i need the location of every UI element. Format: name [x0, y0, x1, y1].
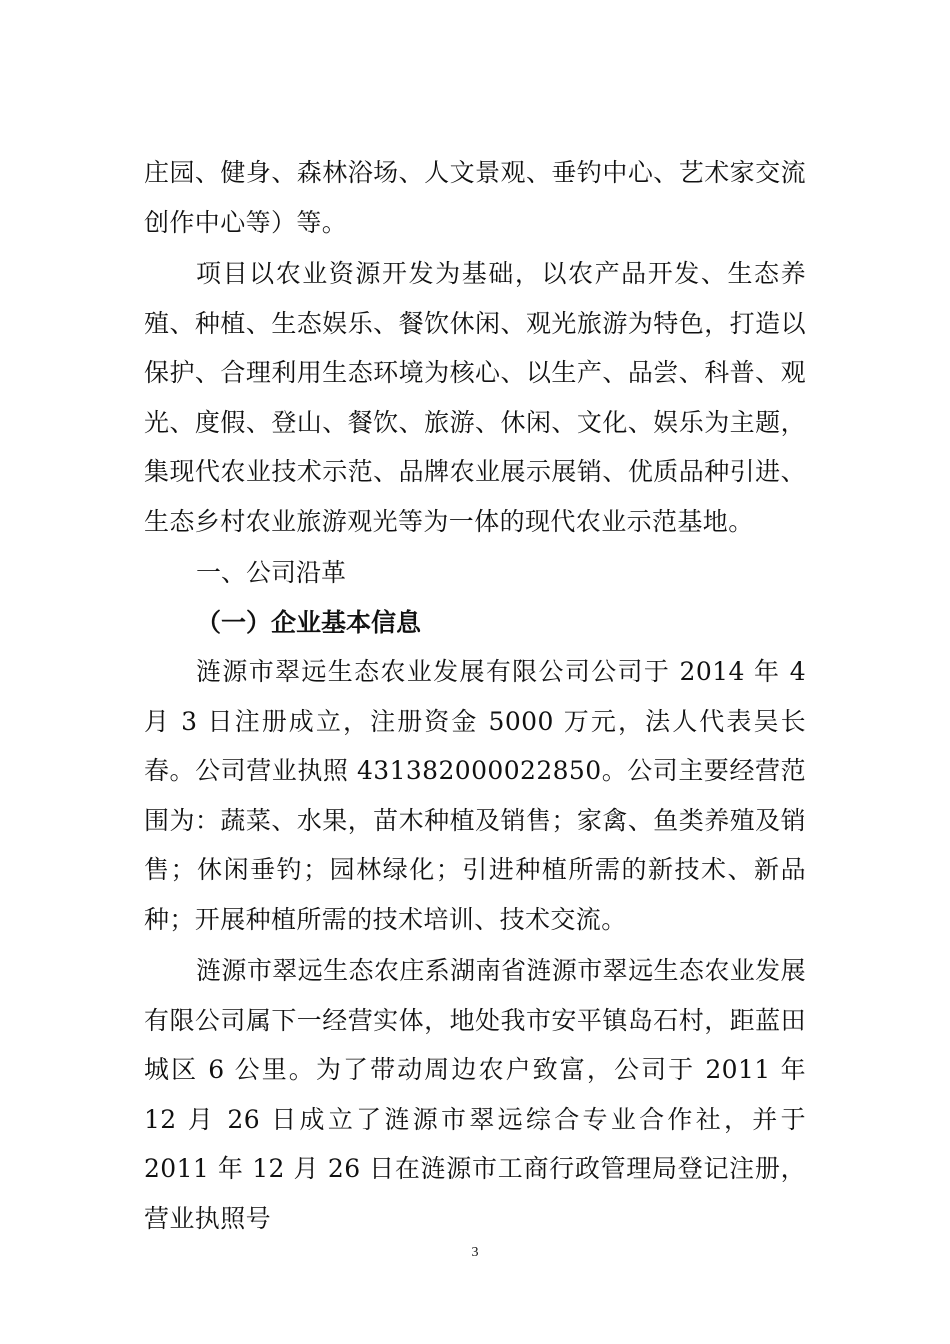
paragraph-farm-entity: 涟源市翠远生态农庄系湖南省涟源市翠远生态农业发展有限公司属下一经营实体，地处我市安平镇岛石村，距蓝田城区 6 公里。为了带动周边农户致富，公司于 2011 年 12 月 26 日成立了涟源市翠远综合专业合作社，并于 2011 年 12 月 26 日在涟源市工商行政管理局登记注册，营业执照号: [144, 956, 806, 1233]
page-number: 3: [471, 1245, 479, 1260]
paragraph-project-overview: 项目以农业资源开发为基础，以农产品开发、生态养殖、种植、生态娱乐、餐饮休闲、观光旅游为特色，打造以保护、合理利用生态环境为核心、以生产、品尝、科普、观光、度假、登山、餐饮、旅游、休闲、文化、娱乐为主题，集现代农业技术示范、品牌农业展示展销、优质品种引进、生态乡村农业旅游观光等为一体的现代农业示范基地。: [144, 259, 806, 536]
paragraph-company-registration: 涟源市翠远生态农业发展有限公司公司于 2014 年 4 月 3 日注册成立，注册资金 5000 万元，法人代表吴长春。公司营业执照 431382000022850。公司主要经营范围为：蔬菜、水果，苗木种植及销售；家禽、鱼类养殖及销售；休闲垂钓；园林绿化；引进种植所需的新技术、新品种；开展种植所需的技术培训、技术交流。: [144, 657, 806, 934]
paragraph-continuation: 庄园、健身、森林浴场、人文景观、垂钓中心、艺术家交流创作中心等）等。: [144, 158, 806, 237]
subsection-heading-basic-info: （一）企业基本信息: [196, 607, 422, 637]
section-heading-company-history: 一、公司沿革: [196, 558, 347, 587]
document-body: [144, 148, 806, 1243]
